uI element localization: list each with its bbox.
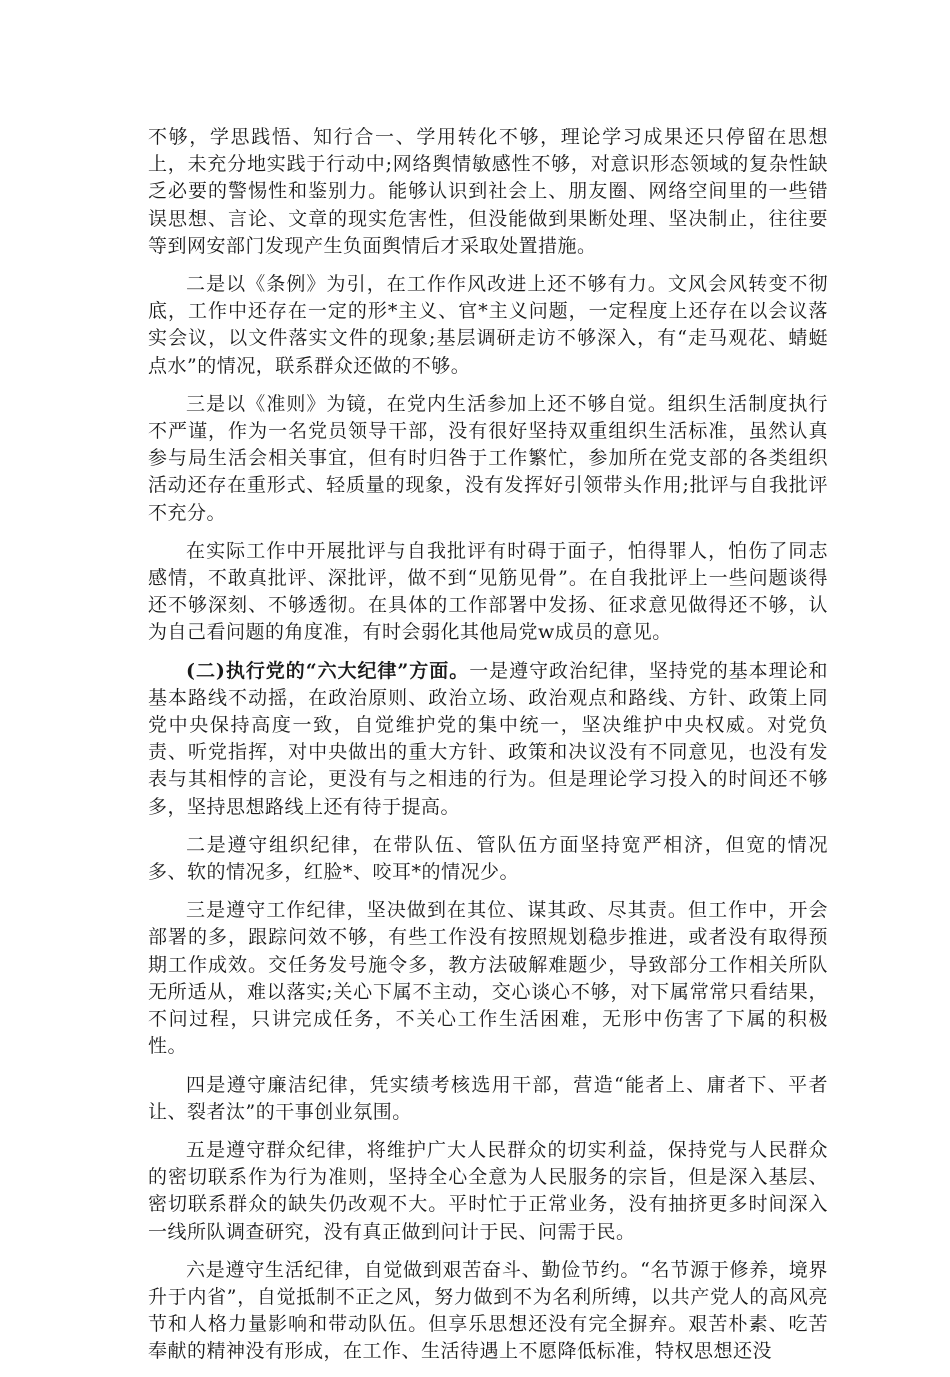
section-heading: (二)执行党的“六大纪律”方面。 <box>186 659 470 682</box>
paragraph-5 <box>148 658 828 821</box>
document-body <box>148 124 828 1377</box>
paragraph-9: 五是遵守群众纪律，将维护广大人民群众的切实利益，保持党与人民群众的密切联系作为行为准则，坚持全心全意为人民服务的宗旨，但是深入基层、密切联系群众的缺失仍改观不大。平时忙于正常业务，没有抽挤更多时间深入一线所队调查研究，没有真正做到问计于民、问需于民。 <box>148 1138 828 1243</box>
paragraph-5-text: 一是遵守政治纪律，坚持党的基本理论和基本路线不动摇，在政治原则、政治立场、政治观点和路线、方针、政策上同党中央保持高度一致，自觉维护党的集中统一，坚决维护中央权威。对党负责、听党指挥，对中央做出的重大方针、政策和决议没有不同意见，也没有发表与其相悖的言论，更没有与之相违的行为。但是理论学习投入的时间还不够多，坚持思想路线上还有待于提高。 <box>148 659 828 818</box>
paragraph-2: 二是以《条例》为引，在工作作风改进上还不够有力。文风会风转变不彻底，工作中还存在一定的形*主义、官*主义问题，一定程度上还存在以会议落实会议，以文件落实文件的现象;基层调研走访不够深入，有“走马观花、蜻蜓点水”的情况，联系群众还做的不够。 <box>148 273 828 377</box>
paragraph-4: 在实际工作中开展批评与自我批评有时碍于面子，怕得罪人，怕伤了同志感情，不敢真批评、深批评，做不到“见筋见骨”。在自我批评上一些问题谈得还不够深刻、不够透彻。在具体的工作部署中发扬、征求意见做得还不够，认为自己看问题的角度准，有时会弱化其他局党w成员的意见。 <box>148 539 828 644</box>
paragraph-6: 二是遵守组织纪律，在带队伍、管队伍方面坚持宽严相济，但宽的情况多、软的情况多，红脸*、咬耳*的情况少。 <box>148 833 828 884</box>
paragraph-7: 三是遵守工作纪律，坚决做到在其位、谋其政、尽其责。但工作中，开会部署的多，跟踪问效不够，有些工作没有按照规划稳步推进，或者没有取得预期工作成效。交任务发号施令多，教方法破解难题少，导致部分工作相关所队无所适从，难以落实;关心下属不主动，交心谈心不够，对下属常常只看结果，不问过程，只讲完成任务，不关心工作生活困难，无形中伤害了下属的积极性。 <box>148 899 828 1058</box>
paragraph-1: 不够，学思践悟、知行合一、学用转化不够，理论学习成果还只停留在思想上，未充分地实践于行动中;网络舆情敏感性不够，对意识形态领域的复杂性缺乏必要的警惕性和鉴别力。能够认识到社会上、朋友圈、网络空间里的一些错误思想、言论、文章的现实危害性，但没能做到果断处理、坚决制止，往往要等到网安部门发现产生负面舆情后才采取处置措施。 <box>148 126 828 257</box>
paragraph-10: 六是遵守生活纪律，自觉做到艰苦奋斗、勤俭节约。“名节源于修养，境界升于内省”，自觉抵制不正之风，努力做到不为名利所缚，以共产党人的高风亮节和人格力量影响和带动队伍。但享乐思想还没有完全摒弃。艰苦朴素、吃苦奉献的精神没有形成，在工作、生活待遇上不愿降低标准，特权思想还没 <box>148 1258 828 1363</box>
paragraph-8: 四是遵守廉洁纪律，凭实绩考核选用干部，营造“能者上、庸者下、平者让、裂者汰”的干事创业氛围。 <box>148 1073 828 1123</box>
paragraph-3: 三是以《准则》为镜，在党内生活参加上还不够自觉。组织生活制度执行不严谨，作为一名党员领导干部，没有很好坚持双重组织生活标准，虽然认真参与局生活会相关事宜，但有时归咎于工作繁忙，参加所在党支部的各类组织活动还存在重形式、轻质量的现象，没有发挥好引领带头作用;批评与自我批评不充分。 <box>148 392 828 524</box>
